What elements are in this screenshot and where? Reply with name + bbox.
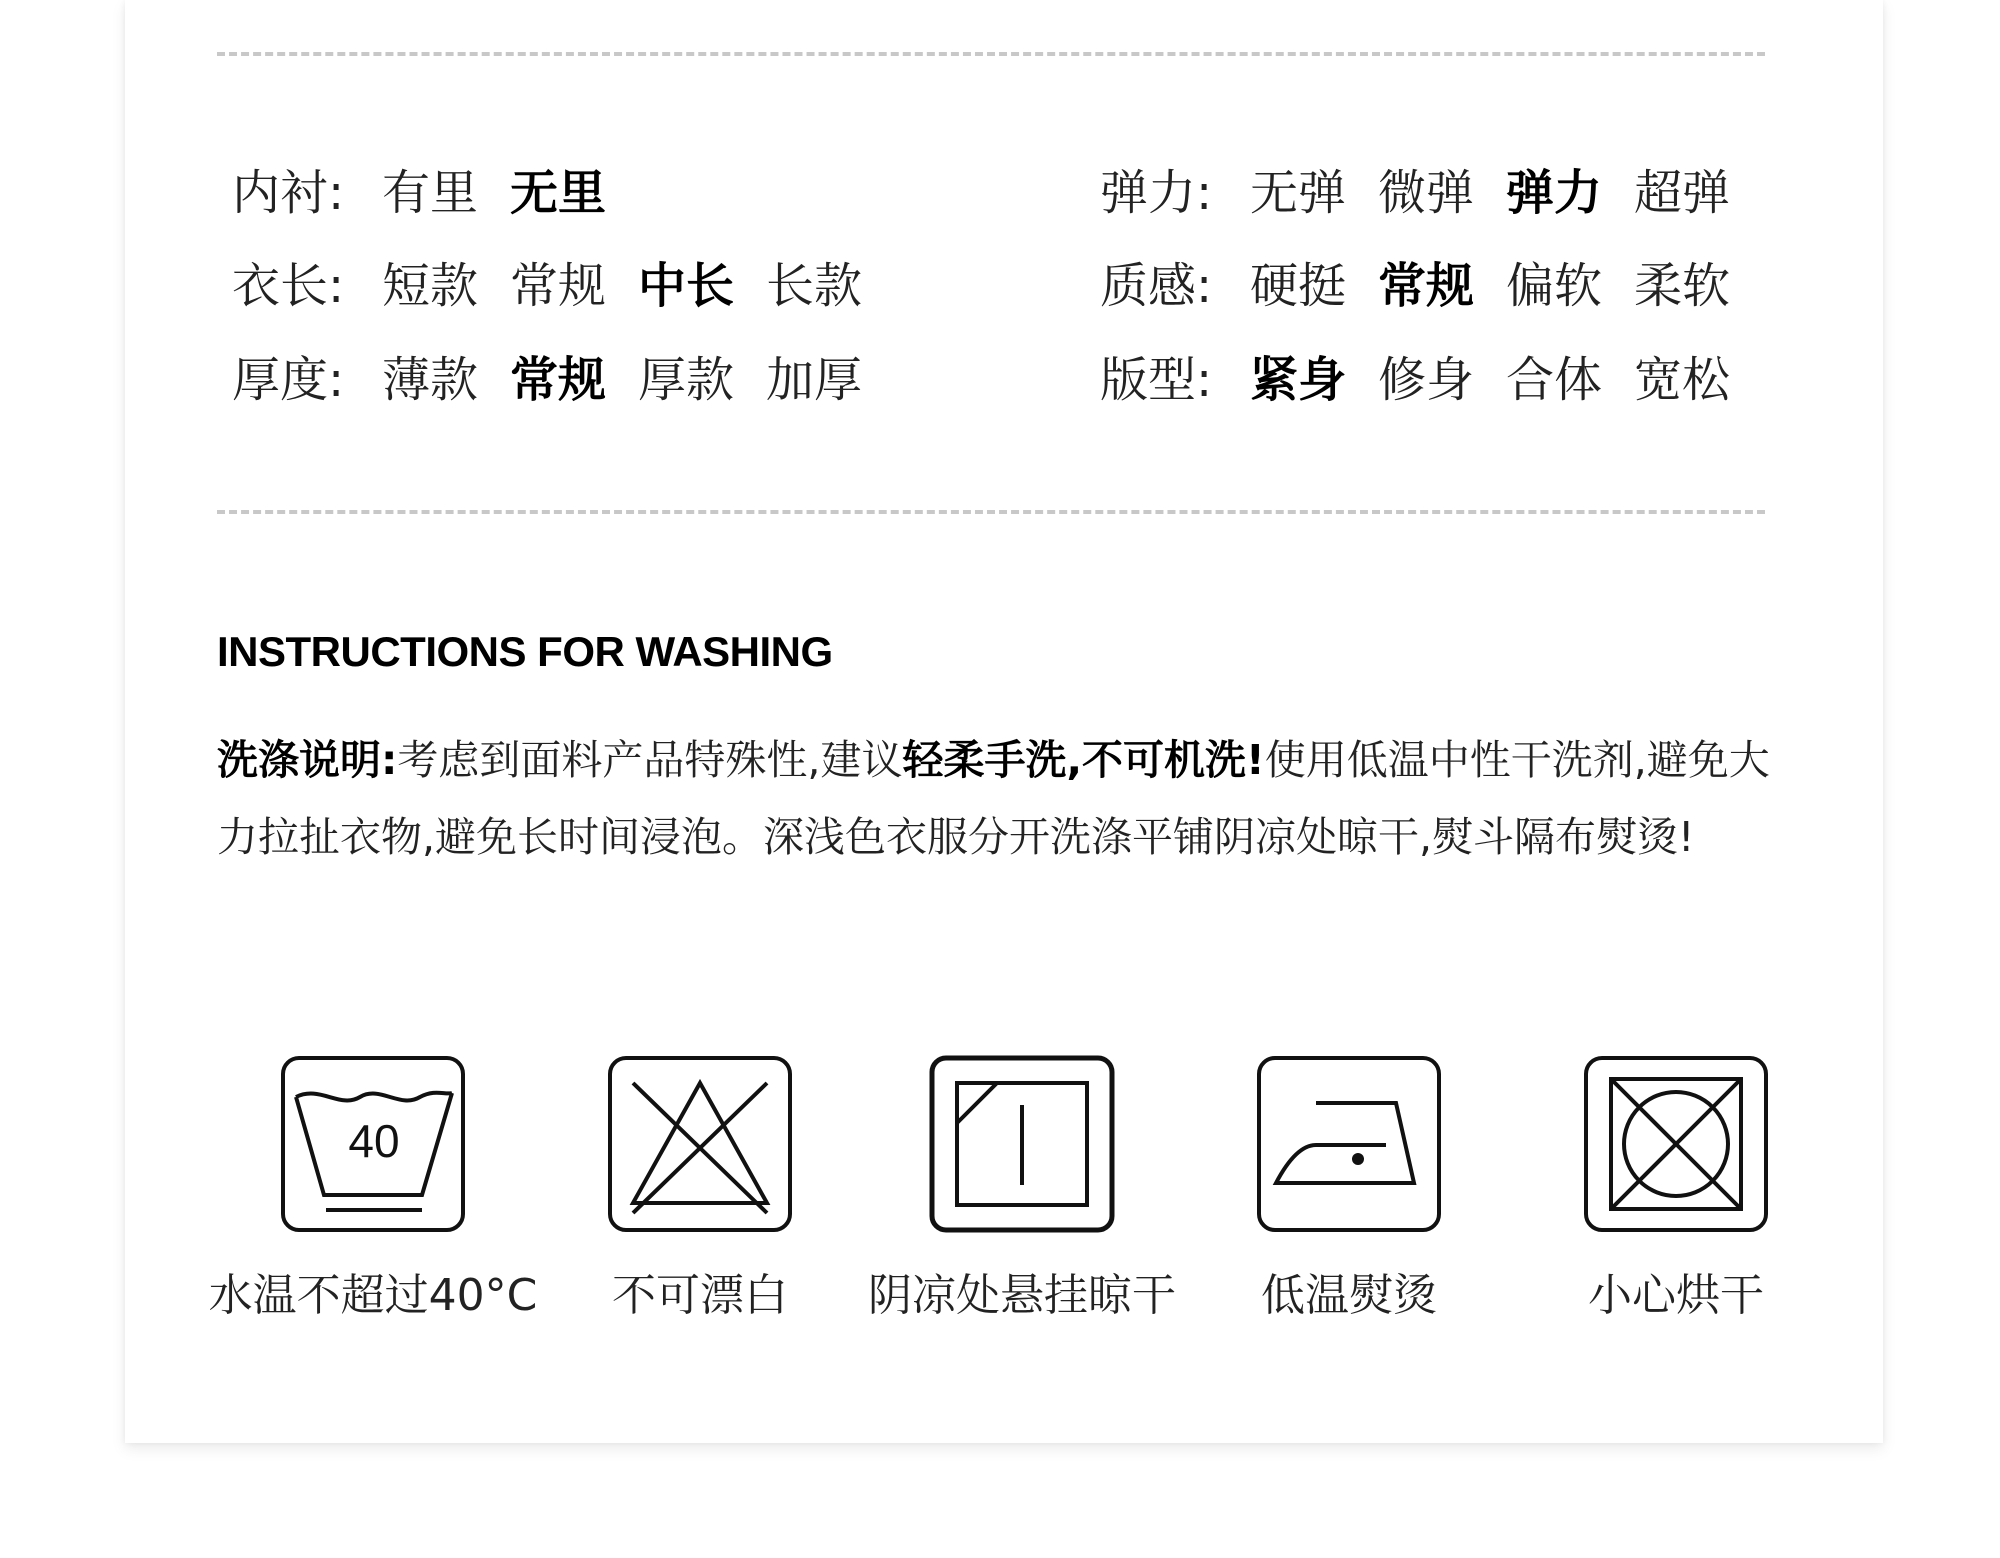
caption-no-bleach: 不可漂白 — [612, 1270, 788, 1321]
line-dry-shade-icon — [929, 1055, 1115, 1233]
no-tumble-dry-icon — [1583, 1055, 1769, 1233]
attribute-option: 加厚 — [766, 352, 863, 408]
left-row-0 — [232, 163, 872, 223]
attribute-option: 偏软 — [1506, 258, 1603, 314]
washing-intro-label: 洗涤说明: — [217, 736, 398, 784]
right-row-2 — [1100, 350, 1740, 410]
attribute-option-selected: 弹力 — [1506, 165, 1603, 221]
attribute-option-selected: 常规 — [1378, 258, 1475, 314]
washing-title: INSTRUCTIONS FOR WASHING — [217, 628, 833, 675]
attribute-option-selected: 中长 — [638, 258, 735, 314]
attribute-option: 无弹 — [1250, 165, 1347, 221]
attribute-label: 衣长: — [232, 258, 345, 314]
wash-temp-text: 40 — [348, 1115, 400, 1167]
attribute-option: 长款 — [766, 258, 863, 314]
caption-iron-low: 低温熨烫 — [1261, 1270, 1437, 1321]
attribute-option: 微弹 — [1378, 165, 1475, 221]
no-bleach-icon — [607, 1055, 793, 1233]
attribute-label: 弹力: — [1100, 165, 1213, 221]
caption-line-dry-shade: 阴凉处悬挂晾干 — [868, 1270, 1176, 1321]
attribute-option: 超弹 — [1634, 165, 1731, 221]
attribute-option: 柔软 — [1634, 258, 1731, 314]
attribute-option: 硬挺 — [1250, 258, 1347, 314]
attribute-label: 厚度: — [232, 352, 345, 408]
attribute-option: 短款 — [382, 258, 479, 314]
attribute-option: 宽松 — [1634, 352, 1731, 408]
washing-emphasis: 轻柔手洗,不可机洗! — [902, 736, 1265, 784]
attribute-label: 内衬: — [232, 165, 345, 221]
caption-wash-40: 水温不超过40°C — [208, 1270, 538, 1321]
washing-text-part2: 使用低温中性干洗剂,避免大力拉扯衣物,避免长时间浸泡。深浅色衣服分开洗涤平铺阴凉处晾干,熨斗隔布熨烫! — [217, 736, 1770, 861]
attribute-option-selected: 无里 — [510, 165, 607, 221]
left-row-1 — [232, 256, 872, 316]
attribute-option: 修身 — [1378, 352, 1475, 408]
attribute-option: 厚款 — [638, 352, 735, 408]
divider-top — [217, 52, 1765, 56]
attribute-option: 常规 — [510, 258, 607, 314]
right-row-1 — [1100, 256, 1740, 316]
washing-text-part1: 考虑到面料产品特殊性,建议 — [397, 736, 903, 784]
attribute-option: 薄款 — [382, 352, 479, 408]
right-row-0 — [1100, 163, 1740, 223]
caption-no-tumble-dry: 小心烘干 — [1588, 1270, 1764, 1321]
attribute-option: 合体 — [1506, 352, 1603, 408]
washing-instructions — [217, 722, 1787, 876]
iron-low-icon — [1256, 1055, 1442, 1233]
attribute-option: 有里 — [382, 165, 479, 221]
divider-middle — [217, 510, 1765, 514]
attribute-label: 质感: — [1100, 258, 1213, 314]
wash-40-icon — [280, 1055, 466, 1233]
attribute-option-selected: 紧身 — [1250, 352, 1347, 408]
attribute-label: 版型: — [1100, 352, 1213, 408]
attribute-option-selected: 常规 — [510, 352, 607, 408]
left-row-2 — [232, 350, 872, 410]
